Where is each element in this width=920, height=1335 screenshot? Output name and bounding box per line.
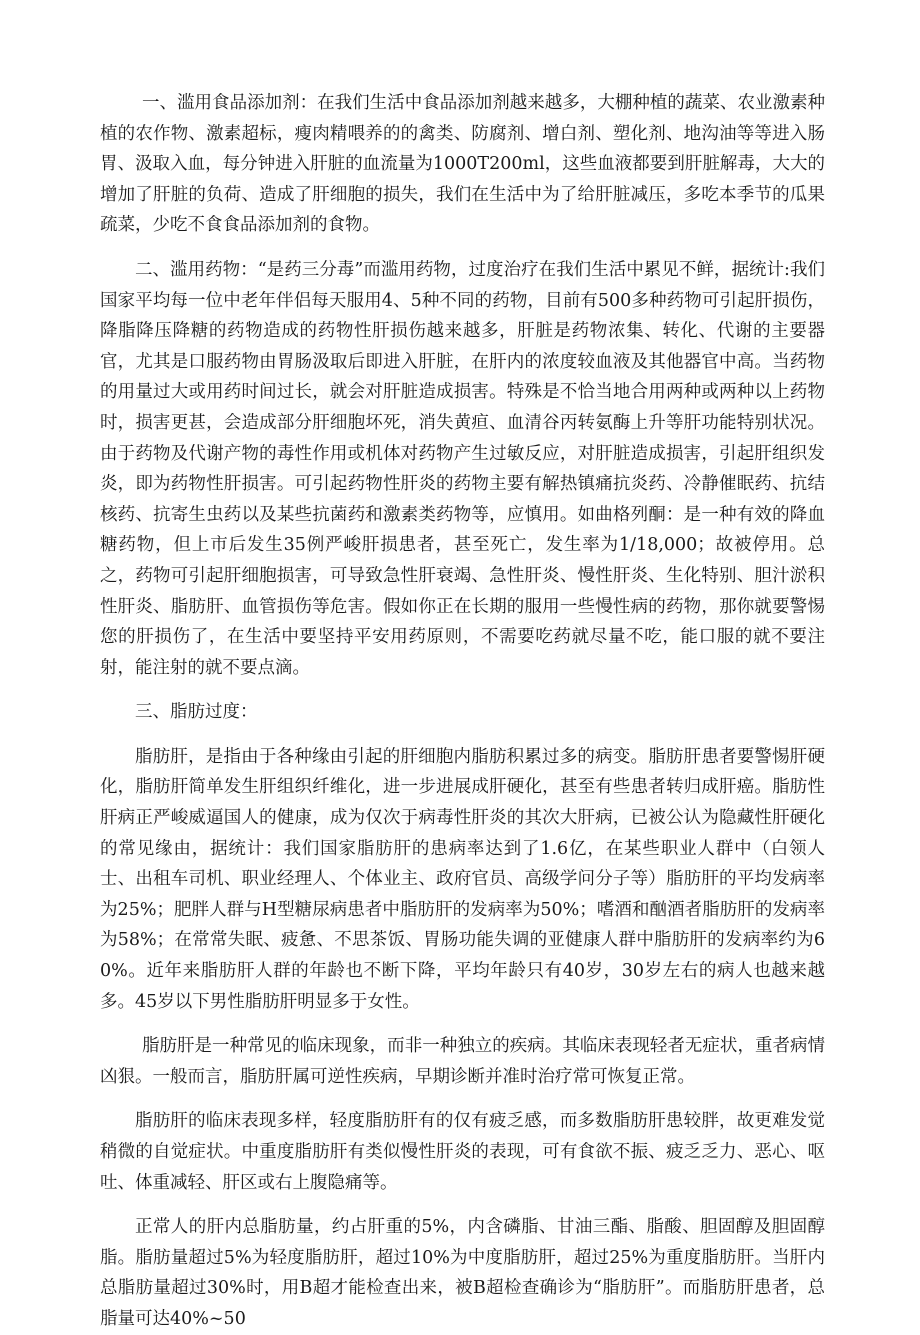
paragraph-drug-abuse: 二、滥用药物：“是药三分毒”而滥用药物，过度治疗在我们生活中累见不鲜，据统计:我们国家平均每一位中老年伴侣每天服用4、5种不同的药物，目前有500多种药物可引起肝损伤，降脂降压降糖的药物造成的药物性肝损伤越来越多，肝脏是药物浓集、转化、代谢的主要器官，尤其是口服药物由胃肠汲取后即进入肝脏，在肝内的浓度较血液及其他器官中高。当药物的用量过大或用药时间过长，就会对肝脏造成损害。特殊是不恰当地合用两种或两种以上药物时，损害更甚，会造成部分肝细胞坏死，消失黄疸、血清谷丙转氨酶上升等肝功能特别状况。由于药物及代谢产物的毒性作用或机体对药物产生过敏反应，对肝脏造成损害，引起肝组织发炎，即为药物性肝损害。可引起药物性肝炎的药物主要有解热镇痛抗炎药、冷静催眠药、抗结核药、抗寄生虫药以及某些抗菌药和激素类药物等，应慎用。如曲格列酮：是一种有效的降血糖药物，但上市后发生35例严峻肝损患者，甚至死亡，发生率为1/18,000；故被停用。总之，药物可引起肝细胞损害，可导致急性肝衰竭、急性肝炎、慢性肝炎、生化特别、胆汁淤积性肝炎、脂肪肝、血管损伤等危害。假如你正在长期的服用一些慢性病的药物，那你就要警惕您的肝损伤了，在生活中要坚持平安用药原则，不需要吃药就尽量不吃，能口服的就不要注射，能注射的就不要点滴。 <box>100 259 825 678</box>
paragraph-fatty-liver-symptoms: 脂肪肝的临床表现多样，轻度脂肪肝有的仅有疲乏感，而多数脂肪肝患较胖，故更难发觉稍微的自觉症状。中重度脂肪肝有类似慢性肝炎的表现，可有食欲不振、疲乏乏力、恶心、呕吐、体重减轻、肝区或右上腹隐痛等。 <box>100 1111 825 1193</box>
paragraph-liver-fat-content: 正常人的肝内总脂肪量，约占肝重的5%，内含磷脂、甘油三酯、脂酸、胆固醇及胆固醇脂。脂肪量超过5%为轻度脂肪肝，超过10%为中度脂肪肝，超过25%为重度脂肪肝。当肝内总脂肪量超过30%时，用B超才能检查出来，被B超检查确诊为“脂肪肝”。而脂肪肝患者，总脂量可达40%~50 <box>100 1217 825 1329</box>
paragraph-fatty-liver-clinical: 脂肪肝是一种常见的临床现象，而非一种独立的疾病。其临床表现轻者无症状，重者病情凶狠。一般而言，脂肪肝属可逆性疾病，早期诊断并准时治疗常可恢复正常。 <box>100 1036 825 1087</box>
section-heading-fat-excess: 三、脂肪过度： <box>135 702 258 723</box>
paragraph-fatty-liver-definition: 脂肪肝，是指由于各种缘由引起的肝细胞内脂肪积累过多的病变。脂肪肝患者要警惕肝硬化，脂肪肝简单发生肝组织纤维化，进一步进展成肝硬化，甚至有些患者转归成肝癌。脂肪性肝病正严峻威逼国人的健康，成为仅次于病毒性肝炎的其次大肝病，已被公认为隐藏性肝硬化的常见缘由，据统计：我们国家脂肪肝的患病率达到了1.6亿，在某些职业人群中（白领人士、出租车司机、职业经理人、个体业主、政府官员、高级学问分子等）脂肪肝的平均发病率为25%；肥胖人群与H型糖尿病患者中脂肪肝的发病率为50%；嗜酒和酗酒者脂肪肝的发病率为58%；在常常失眠、疲惫、不思茶饭、胃肠功能失调的亚健康人群中脂肪肝的发病率约为60%。近年来脂肪肝人群的年龄也不断下降，平均年龄只有40岁，30岁左右的病人也越来越多。45岁以下男性脂肪肝明显多于女性。 <box>100 746 825 1012</box>
paragraph-food-additives: 一、滥用食品添加剂：在我们生活中食品添加剂越来越多，大棚种植的蔬菜、农业激素种植的农作物、激素超标，瘦肉精喂养的的禽类、防腐剂、增白剂、塑化剂、地沟油等等进入肠胃、汲取入血，每分钟进入肝脏的血流量为1000T200ml，这些血液都要到肝脏解毒，大大的增加了肝脏的负荷、造成了肝细胞的损失，我们在生活中为了给肝脏减压，多吃本季节的瓜果疏菜，少吃不食食品添加剂的食物。 <box>100 93 825 236</box>
document-page <box>100 88 825 1335</box>
